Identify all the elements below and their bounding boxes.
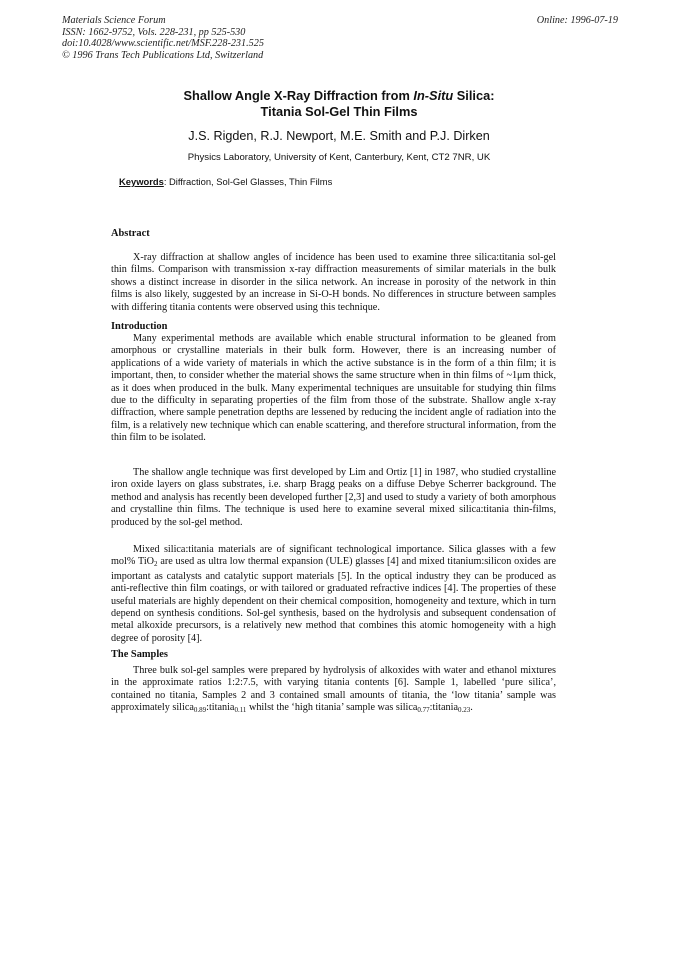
affiliation: Physics Laboratory, University of Kent, Canterbury, Kent, CT2 7NR, UK	[187, 152, 491, 163]
intro-paragraph-1: Many experimental methods are available which enable structural information to be gleaned from amorphous or crystalline materials in their bulk form. However, there is an increasing number of applications of a wide variety of materials in which the active substance is in the form of a thin film; it is important, then, to consider whether the material shows the same structure when in thin films of ~1μm thick, as it does when produced in the bulk. Many experimental techniques are unsuitable for studying thin films due to the difficulty in separating properties of the film from those of the substrate. Shallow angle x-ray diffraction, where sample penetration depths are lessened by reducing the incident angle of radiation into the film, is a relatively new technique which can enable scattering, and therefore structural information, from the thin film to be isolated.	[111, 333, 556, 444]
keywords-label: Keywords	[119, 176, 164, 187]
online-date: Online: 1996-07-19	[536, 15, 618, 26]
keywords-text: : Diffraction, Sol-Gel Glasses, Thin Films	[163, 176, 333, 187]
journal-header	[62, 15, 264, 61]
samples-heading: The Samples	[111, 649, 168, 660]
intro-body-3	[111, 544, 556, 645]
copyright-line: © 1996 Trans Tech Publications Ltd, Switzerland	[62, 49, 264, 61]
intro-paragraph-2: The shallow angle technique was first developed by Lim and Ortiz [1] in 1987, who studied crystalline iron oxide layers on glass substrates, i.e. sharp Bragg peaks on a diffuse Debye Scherrer background. The method and analysis has recently been developed further [2,3] and used to study a variety of both amorphous and crystalline thin films. The technique is used here to examine several mixed silica:titania thin-films, produced by the sol-gel method.	[111, 467, 556, 528]
abstract-heading: Abstract	[111, 228, 150, 239]
abstract-paragraph: X-ray diffraction at shallow angles of incidence has been used to examine three silica:titania sol-gel thin films. Comparison with transmission x-ray diffraction measurements of similar materials in the bulk shows a distinct increase in disorder in the silica network. An increase in porosity of the network in thin films is also likely, suggested by an increase in Si-O-H bonds. No differences in structure between samples with differing titania contents were observed using this technique.	[111, 252, 556, 313]
title-line-2: Titania Sol-Gel Thin Films	[260, 104, 418, 119]
doi-line[interactable]: doi:10.4028/www.scientific.net/MSF.228-231.525	[62, 38, 264, 50]
issn-line: ISSN: 1662-9752, Vols. 228-231, pp 525-530	[62, 26, 246, 38]
intro-body-2	[111, 467, 556, 529]
authors: J.S. Rigden, R.J. Newport, M.E. Smith and P.J. Dirken	[188, 129, 490, 143]
introduction-heading: Introduction	[111, 321, 168, 332]
title-line-1: Shallow Angle X-Ray Diffraction from In-Situ Silica:	[183, 88, 495, 103]
introduction-body	[111, 333, 556, 445]
paper-title	[0, 88, 678, 120]
keywords	[119, 176, 332, 187]
title-italic: In-Situ	[413, 88, 454, 103]
samples-paragraph: Three bulk sol-gel samples were prepared by hydrolysis of alkoxides with water and ethanol mixtures in the approximate ratios 1:2:7.5, with varying titania contents [6]. Sample 1, labelled ‘pure silica’, contained no titania, Samples 2 and 3 contained small amounts of titania, the ‘low titania’ sample was approximately silica$_{0.89}$:titania$_{0.11}$ whilst the ‘high titania’ sample was silica$_{0.77}$:titania$_{0.23}$.	[111, 665, 556, 715]
abstract-body	[111, 252, 556, 314]
journal-name: Materials Science Forum	[62, 15, 166, 26]
intro-paragraph-3: Mixed silica:titania materials are of significant technological importance. Silica glasses with a few mol% TiO$_2$ are used as ultra low thermal expansion (ULE) glasses [4] and mixed titanium:silicon oxides are important as catalysts and catalytic support materials [5]. In the optical industry they can be produced as anti-reflective thin film coatings, or with tailored or graduated refractive indices [4]. The properties of these useful materials are highly dependent on their chemical composition, homogeneity and texture, which in turn depend on synthesis conditions. Sol-gel synthesis, based on the hydrolysis and subsequent condensation of metal alkoxide precursors, is a relatively new method that combines this atomic homogeneity with a high degree of porosity [4].	[111, 544, 557, 644]
samples-body	[111, 665, 556, 717]
